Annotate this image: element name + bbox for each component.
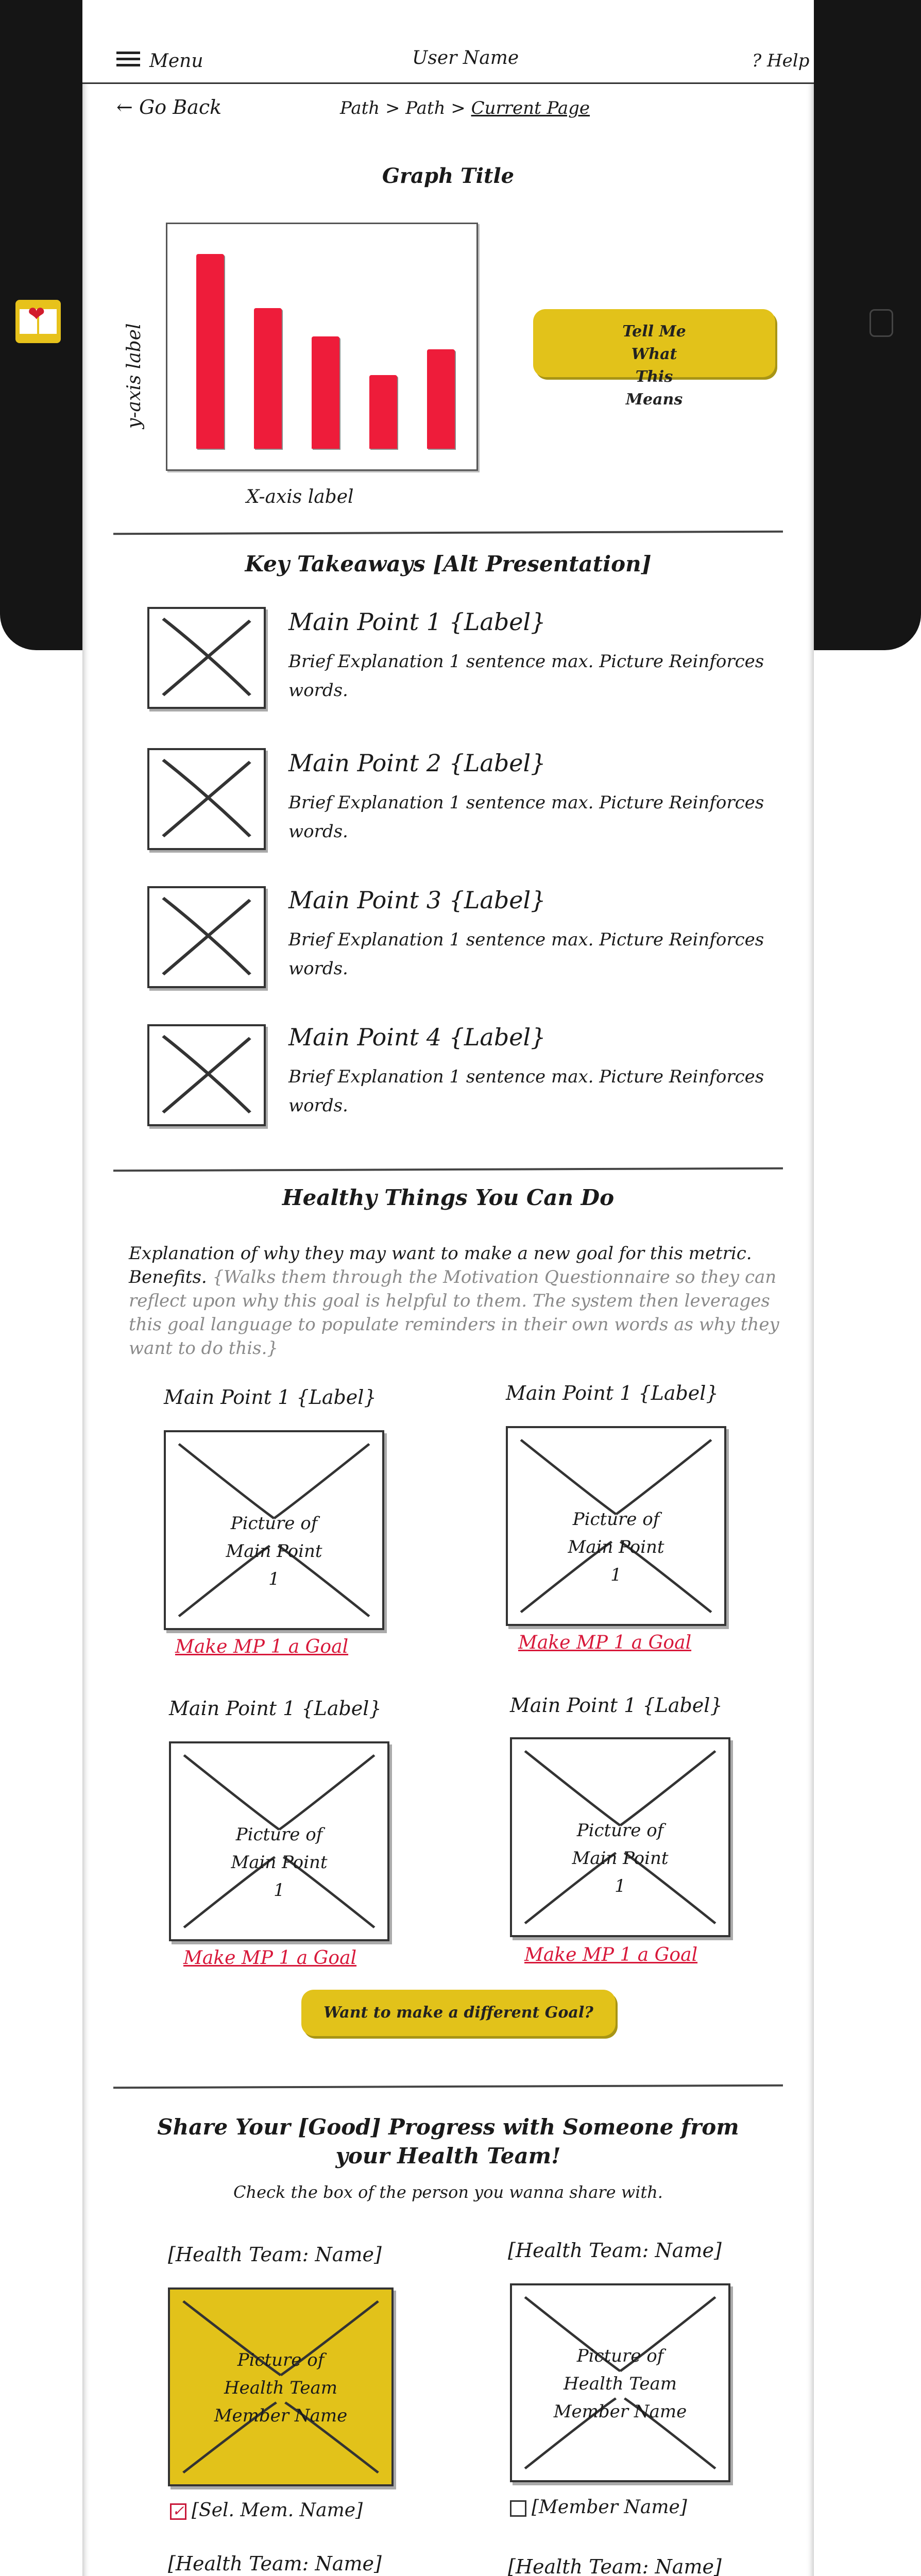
chart-title: Graph Title xyxy=(382,164,515,188)
member-name: [Sel. Mem. Name] xyxy=(192,2500,363,2521)
health-team-picture[interactable] xyxy=(510,2283,730,2482)
healthy-description xyxy=(129,1242,804,1360)
takeaway-picture-3 xyxy=(147,886,266,988)
menu-icon[interactable] xyxy=(116,52,140,72)
app-icon[interactable] xyxy=(15,300,61,343)
main-point-title: Main Point 1 {Label} xyxy=(164,1386,377,1409)
different-goal-button[interactable]: Want to make a different Goal? xyxy=(301,1990,616,2036)
picture-label: Picture of Health Team Member Name xyxy=(214,2350,348,2426)
health-team-title: [Health Team: Name] xyxy=(168,2243,382,2266)
share-heading: Share Your [Good] Progress with Someone from xyxy=(157,2114,739,2140)
member-checkbox-row[interactable] xyxy=(170,2500,363,2521)
main-point-picture xyxy=(164,1430,384,1630)
heart-icon: ❤ xyxy=(28,302,45,326)
share-heading: your Health Team! xyxy=(335,2143,561,2168)
chart-y-axis-label: y-axis label xyxy=(124,323,145,429)
user-name[interactable]: User Name xyxy=(412,47,519,69)
divider xyxy=(113,1167,783,1172)
health-team-picture[interactable] xyxy=(168,2287,394,2486)
menu-button[interactable]: Menu xyxy=(149,50,203,72)
chart-bar-4 xyxy=(369,375,397,449)
main-point-title: Main Point 1 {Label} xyxy=(510,1694,723,1717)
picture-label: Picture of Main Point 1 xyxy=(231,1824,328,1901)
picture-label: Picture of Main Point 1 xyxy=(226,1513,322,1589)
takeaway-body: Brief Explanation 1 sentence max. Picture Reinforces words. xyxy=(288,929,764,979)
breadcrumb[interactable] xyxy=(340,98,590,118)
member-name: [Member Name] xyxy=(532,2497,687,2518)
bar-chart xyxy=(166,223,478,471)
takeaway-body: Brief Explanation 1 sentence max. Picture Reinforces words. xyxy=(288,792,764,842)
takeaway-title: Main Point 1 {Label} xyxy=(288,608,546,636)
health-team-title: [Health Team: Name] xyxy=(508,2555,722,2576)
go-back-button[interactable] xyxy=(116,96,221,118)
picture-label: Picture of Main Point 1 xyxy=(568,1509,664,1585)
chart-bar-5 xyxy=(427,349,455,449)
takeaway-title: Main Point 4 {Label} xyxy=(288,1023,546,1051)
takeaway-title: Main Point 3 {Label} xyxy=(288,886,546,914)
make-goal-link[interactable]: Make MP 1 a Goal xyxy=(183,1947,357,1969)
main-point-title: Main Point 1 {Label} xyxy=(506,1382,719,1404)
healthy-description-note: {Walks them through the Motivation Questionnaire so they can reflect upon why this goal is helpful to them. The system then leverages this goal language to populate reminders in their own words as why they want to do this.} xyxy=(129,1267,779,1359)
chart-bar-1 xyxy=(196,254,224,449)
make-goal-link[interactable]: Make MP 1 a Goal xyxy=(524,1944,698,1965)
checkbox-checked[interactable]: ✓ xyxy=(170,2503,186,2520)
member-checkbox-row[interactable] xyxy=(510,2497,687,2518)
health-team-title: [Health Team: Name] xyxy=(168,2552,382,2575)
picture-label: Picture of Main Point 1 xyxy=(572,1820,669,1896)
takeaway-picture-1 xyxy=(147,607,266,709)
checkbox[interactable] xyxy=(510,2500,526,2517)
main-point-picture xyxy=(510,1737,730,1937)
takeaway-body: Brief Explanation 1 sentence max. Picture Reinforces words. xyxy=(288,651,764,701)
go-back-label: Go Back xyxy=(139,96,222,118)
takeaway-body: Brief Explanation 1 sentence max. Picture Reinforces words. xyxy=(288,1066,764,1116)
takeaway-title: Main Point 2 {Label} xyxy=(288,749,546,777)
takeaway-picture-4 xyxy=(147,1024,266,1126)
main-point-picture xyxy=(169,1741,389,1941)
share-instruction: Check the box of the person you wanna share with. xyxy=(233,2182,663,2202)
explain-graph-button[interactable]: Tell Me What This Means xyxy=(533,309,775,377)
picture-label: Picture of Health Team Member Name xyxy=(553,2346,687,2422)
chart-bar-3 xyxy=(312,336,339,449)
home-button[interactable] xyxy=(869,309,893,337)
make-goal-link[interactable]: Make MP 1 a Goal xyxy=(175,1636,349,1657)
takeaway-picture-2 xyxy=(147,748,266,850)
help-button[interactable]: ? Help xyxy=(752,50,810,71)
chart-bar-2 xyxy=(254,308,282,449)
app-screen xyxy=(82,0,814,2576)
arrow-left-icon: ← xyxy=(116,96,133,118)
health-team-title: [Health Team: Name] xyxy=(508,2239,722,2262)
breadcrumb-current: Current Page xyxy=(471,98,590,118)
healthy-description-text: Explanation of why they may want to make a new goal for this metric. Benefits. xyxy=(129,1243,752,1287)
chart-x-axis-label: X-axis label xyxy=(246,486,354,507)
divider xyxy=(113,531,783,535)
divider xyxy=(113,2084,783,2089)
main-point-title: Main Point 1 {Label} xyxy=(169,1697,382,1720)
takeaways-heading: Key Takeaways [Alt Presentation] xyxy=(245,551,652,577)
main-point-picture xyxy=(506,1426,726,1626)
breadcrumb-path[interactable]: Path > Path > xyxy=(340,98,471,118)
healthy-heading: Healthy Things You Can Do xyxy=(282,1185,615,1210)
make-goal-link[interactable]: Make MP 1 a Goal xyxy=(518,1632,692,1653)
